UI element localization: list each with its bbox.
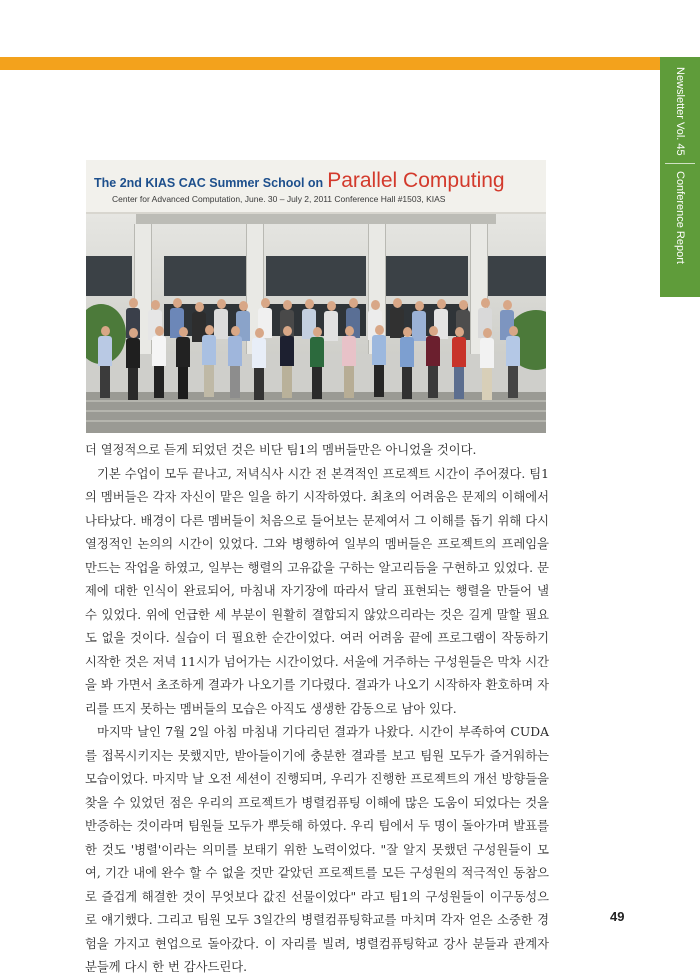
page-number: 49 — [610, 909, 625, 924]
banner-title — [94, 169, 505, 193]
section-side-tab — [660, 57, 700, 297]
banner-subtitle: Center for Advanced Computation, June. 30 – July 2, 2011 Conference Hall #1503, KIAS — [112, 194, 446, 204]
section-label: Conference Report — [674, 171, 686, 264]
article-paragraph: 마지막 날인 7월 2일 아침 마침내 기다리던 결과가 나왔다. 시간이 부족하여 CUDA를 접목시키지는 못했지만, 받아들이기에 충분한 결과를 보고 팀원 모두가 즐거워하는 모습이었다. 마지막 날 오전 세션이 진행되며, 우리가 진행한 프로젝트의 개선 방향들을 찾을 수 있었던 점은 우리의 프로젝트가 병렬컴퓨팅 이해에 많은 도움이 되었다는 것을 반증하는 것이라며 팀원들 모두가 뿌듯해 하였다. 우리 팀에서 두 명이 돌아가며 발표를 한 것도 '병렬'이라는 의미를 보태기 위한 노력이었다. "잘 알지 못했던 구성원들이 모여, 기간 내에 완수 할 수 없을 것만 같았던 프로젝트를 모든 구성원의 적극적인 동참으로 즐겁게 해결한 것이 무엇보다 값진 선물이었다" 라고 팀1의 구성원들이 이구동성으로 얘기했다. 그리고 팀원 모두 3일간의 병렬컴퓨팅학교를 마치며 각자 얻은 소중한 경험을 가지고 현업으로 돌아갔다. 이 자리를 빌려, 병렬컴퓨팅학교 강사 분들과 관계자 분들께 다시 한 번 감사드린다. — [85, 725, 549, 974]
banner-title-main: Parallel Computing — [327, 169, 505, 192]
article-paragraph: 더 열정적으로 듣게 되었던 것은 비단 팀1의 멤버들만은 아니었을 것이다. — [85, 443, 477, 457]
header-accent-bar — [0, 57, 660, 70]
side-tab-divider — [665, 163, 695, 164]
newsletter-label: Newsletter Vol. 45 — [674, 67, 686, 156]
article-paragraph: 기본 수업이 모두 끝나고, 저녁식사 시간 전 본격적인 프로젝트 시간이 주어졌다. 팀1의 멤버들은 각자 자신이 맡은 일을 하기 시작하였다. 최초의 어려움은 문제의 이해에서 나타났다. 배경이 다른 멤버들이 처음으로 들어보는 문제여서 그 이해를 돕기 위해 다시 열정적인 논의의 시간이 있었다. 그와 병행하여 일부의 멤버들은 프로젝트의 프레임을 만드는 작업을 하였고, 일부는 행렬의 고유값을 구하는 알고리듬을 구현하고 있었다. 문제에 대한 인식이 완료되어, 마침내 자기장에 따라서 달리 표현되는 행렬을 만들어 낼 수 있었다. 위에 언급한 세 부분이 원활히 결합되지 않았으리라는 것은 길게 말할 필요도 없을 것이다. 실습이 더 필요한 순간이었다. 여러 어려움 끝에 프로그램이 작동하기 시작한 것은 저녁 11시가 넘어가는 시간이었다. 서울에 거주하는 구성원들은 막차 시간을 봐 가면서 초조하게 결과가 나오기를 기다렸다. 결과가 나오기 시작하자 환호하며 자리를 뜨지 못하는 멤버들의 모습은 아직도 생생한 감동으로 남아 있다. — [85, 466, 549, 716]
banner-title-prefix: The 2nd KIAS CAC Summer School on — [94, 176, 324, 190]
photo-banner — [86, 160, 546, 214]
article-body — [85, 439, 549, 980]
group-photo — [86, 160, 546, 433]
